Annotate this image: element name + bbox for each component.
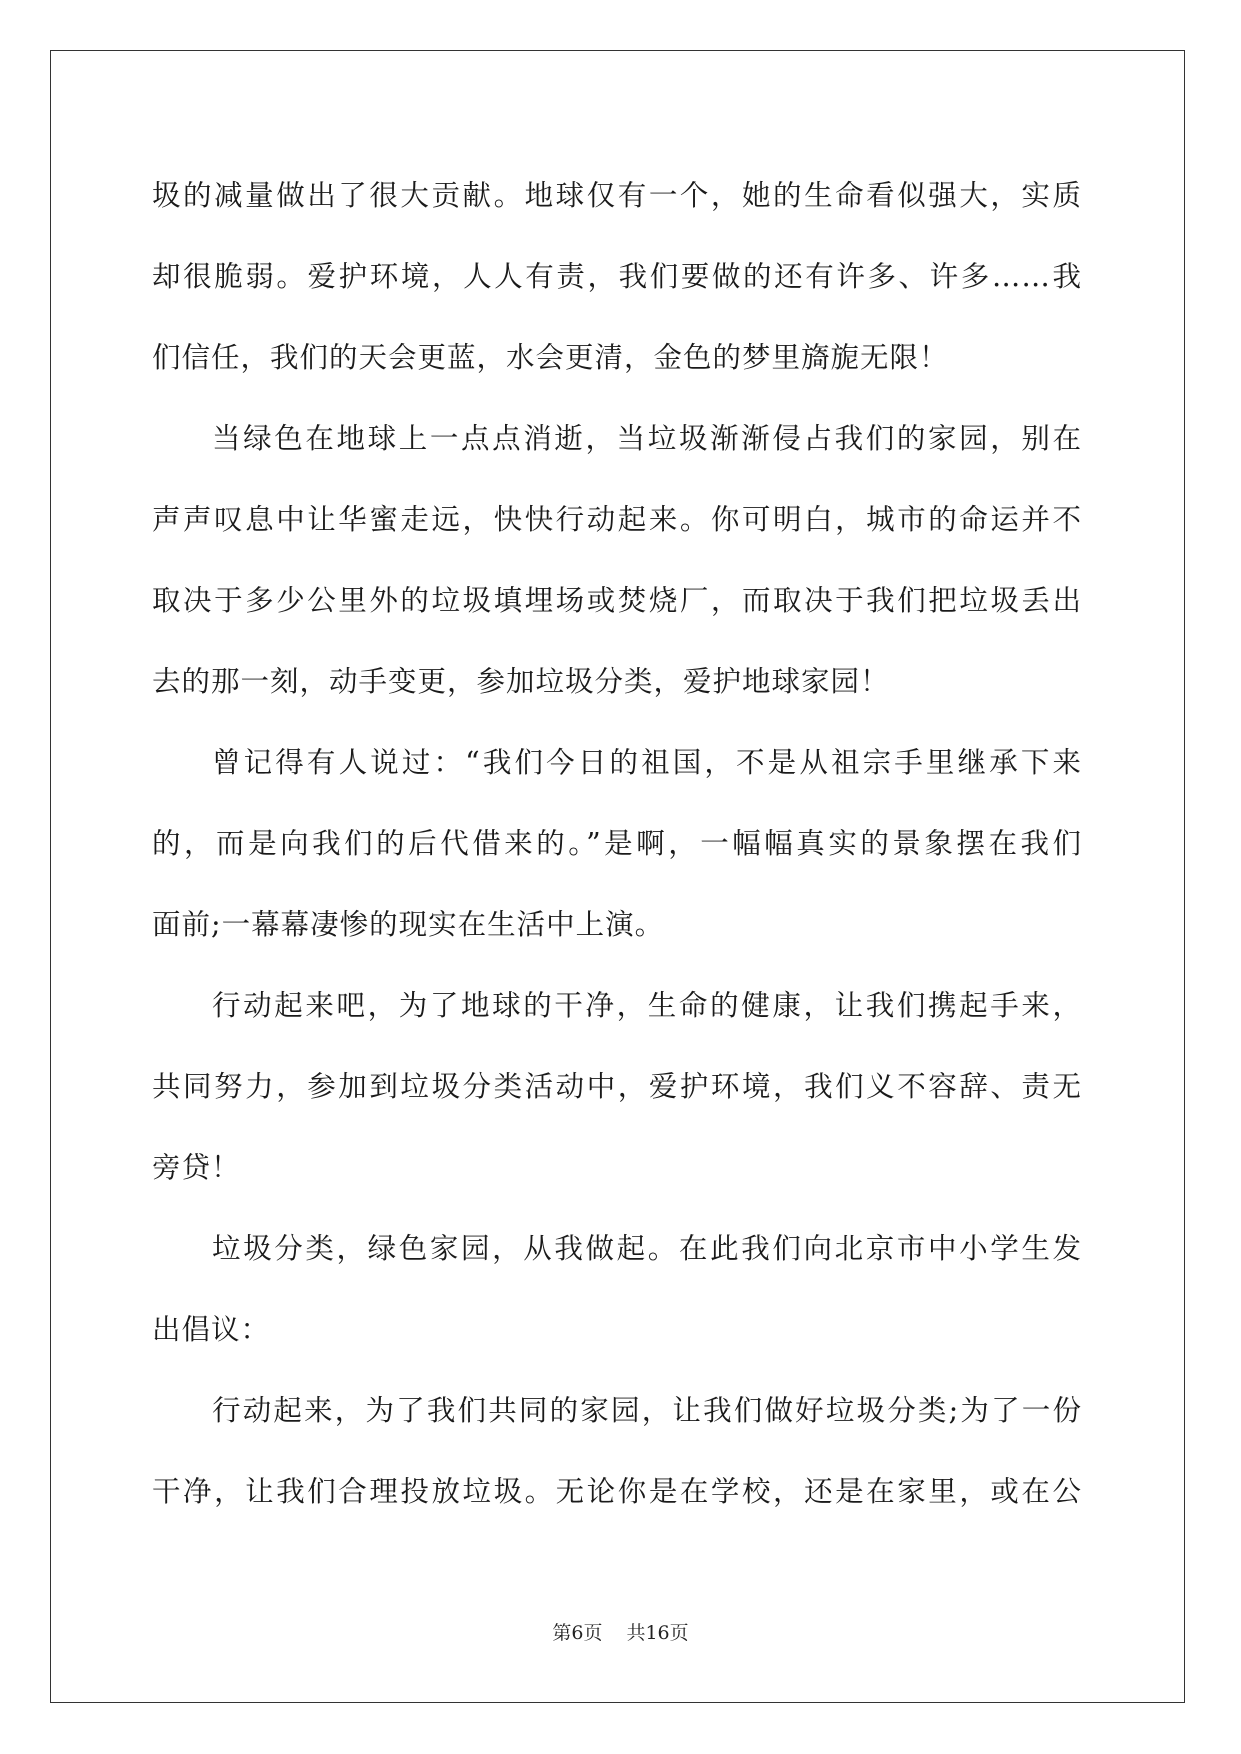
text-line: 共同努力，参加到垃圾分类活动中，爱护环境，我们义不容辞、责无	[152, 1070, 1082, 1103]
text-line: 干净，让我们合理投放垃圾。无论你是在学校，还是在家里，或在公	[152, 1475, 1082, 1508]
page-number: 第6页	[552, 1622, 603, 1644]
text-line: 出倡议：	[152, 1313, 271, 1346]
text-line: 曾记得有人说过：“我们今日的祖国，不是从祖宗手里继承下来	[212, 746, 1082, 779]
text-line: 面前;一幕幕凄惨的现实在生活中上演。	[152, 908, 665, 941]
document-body	[152, 155, 1082, 1532]
text-line: 圾的减量做出了很大贡献。地球仅有一个，她的生命看似强大，实质	[152, 179, 1082, 212]
text-line: 行动起来吧，为了地球的干净，生命的健康，让我们携起手来，	[212, 989, 1082, 1022]
text-line: 垃圾分类，绿色家园，从我做起。在此我们向北京市中小学生发	[212, 1232, 1082, 1265]
page-total: 共16页	[626, 1622, 689, 1644]
text-line: 取决于多少公里外的垃圾填埋场或焚烧厂，而取决于我们把垃圾丢出	[152, 584, 1082, 617]
text-line: 去的那一刻，动手变更，参加垃圾分类，爱护地球家园！	[152, 665, 890, 698]
page-footer	[0, 1618, 1241, 1645]
text-line: 声声叹息中让华蜜走远，快快行动起来。你可明白，城市的命运并不	[152, 503, 1082, 536]
text-line: 行动起来，为了我们共同的家园，让我们做好垃圾分类;为了一份	[212, 1394, 1082, 1427]
text-line: 却很脆弱。爱护环境，人人有责，我们要做的还有许多、许多……我	[152, 260, 1082, 293]
text-line: 们信任，我们的天会更蓝，水会更清，金色的梦里旖旎无限！	[152, 341, 949, 374]
text-line: 的，而是向我们的后代借来的。”是啊，一幅幅真实的景象摆在我们	[152, 827, 1082, 860]
text-line: 旁贷！	[152, 1151, 241, 1184]
text-line: 当绿色在地球上一点点消逝，当垃圾渐渐侵占我们的家园，别在	[212, 422, 1082, 455]
